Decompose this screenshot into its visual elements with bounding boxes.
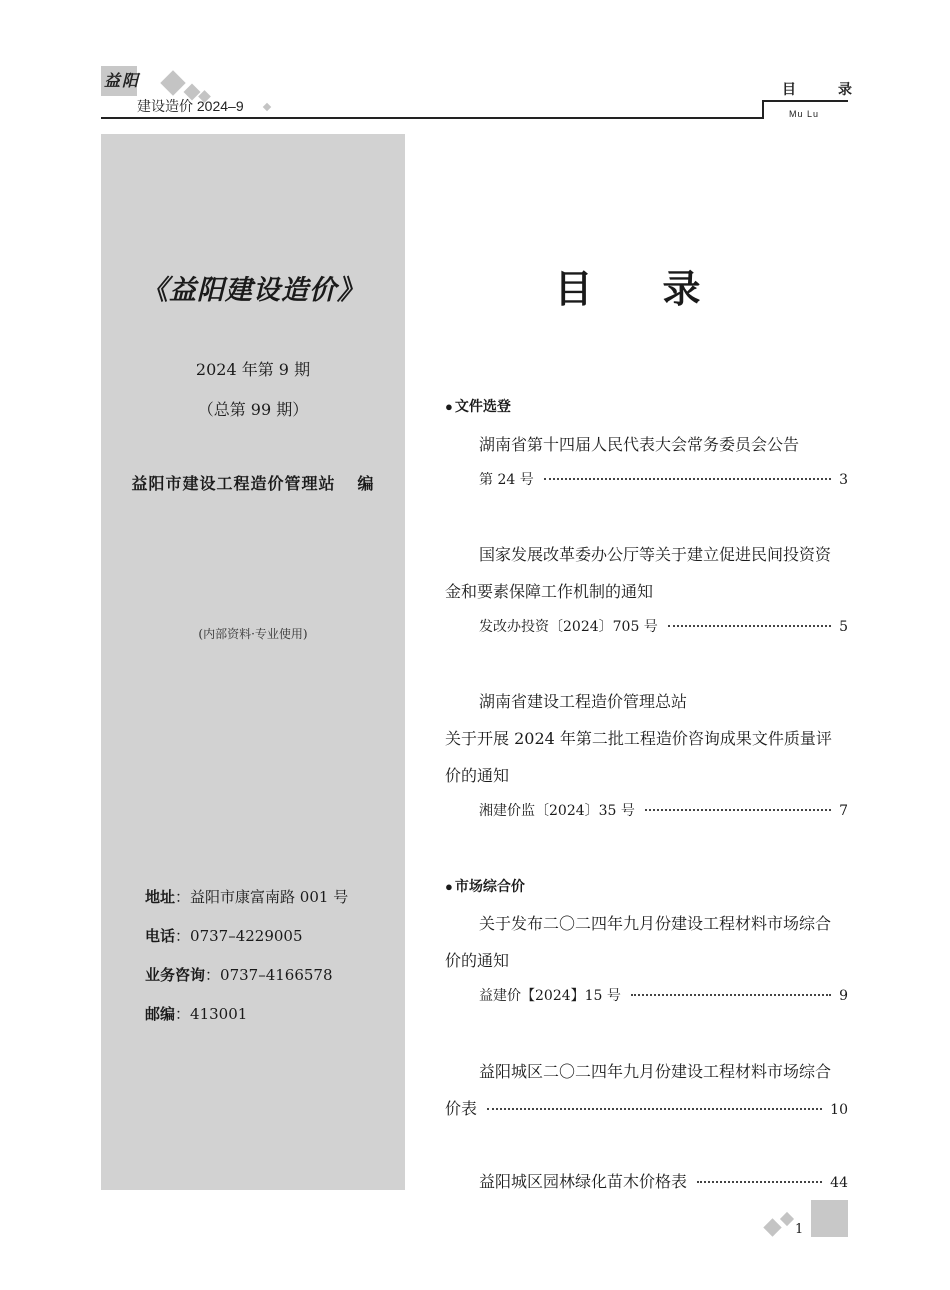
dot-leader <box>631 994 831 996</box>
dot-leader <box>645 809 831 811</box>
contact-consult-value: 0737–4166578 <box>220 966 333 984</box>
footer-decor-diamond <box>780 1212 794 1226</box>
toc-entry-line[interactable] <box>479 1169 848 1192</box>
toc-entry-page: 5 <box>839 619 848 635</box>
contact-address: 地址：益阳市康富南路 001 号 <box>145 888 349 906</box>
toc-entry-doc-no: 发改办投资〔2024〕705 号 <box>479 619 658 635</box>
toc-entry-doc-no: 益阳城区园林绿化苗木价格表 <box>479 1172 688 1191</box>
internal-use-note: (内部资料·专业使用) <box>198 627 308 641</box>
toc-title <box>405 258 850 313</box>
toc-entry-page: 9 <box>839 988 848 1004</box>
page-number: 1 <box>795 1222 804 1237</box>
toc-entry-line[interactable] <box>479 469 848 489</box>
header-logo: 益阳 <box>104 71 141 90</box>
toc-entry-line[interactable] <box>479 616 848 636</box>
magazine-title: 《益阳建设造价》 <box>141 275 365 306</box>
header-rule-step <box>762 101 764 119</box>
toc-entry-title[interactable]: 金和要素保障工作机制的通知 <box>445 582 654 601</box>
contact-address-value: 益阳市康富南路 001 号 <box>190 888 349 906</box>
toc-entry-line[interactable] <box>445 1096 848 1119</box>
toc-entry-title[interactable]: 益阳城区二〇二四年九月份建设工程材料市场综合 <box>479 1062 832 1081</box>
contact-phone-value: 0737–4229005 <box>190 927 303 945</box>
toc-entry-page: 10 <box>830 1102 848 1118</box>
toc-entry-doc-no: 益建价【2024】15 号 <box>479 988 621 1004</box>
toc-entry-title[interactable]: 国家发展改革委办公厅等关于建立促进民间投资资 <box>479 545 832 564</box>
toc-entry-doc-no: 第 24 号 <box>479 472 534 488</box>
footer-decor-diamond <box>763 1218 781 1236</box>
bullet-icon: ● <box>445 399 453 414</box>
contact-postcode-label: 邮编 <box>145 1006 176 1023</box>
contact-consult: 业务咨询：0737–4166578 <box>145 966 333 984</box>
dot-leader <box>697 1181 822 1183</box>
editor-line <box>101 471 405 494</box>
toc-entry-line[interactable] <box>479 800 848 820</box>
dot-leader <box>544 478 831 480</box>
contact-phone: 电话：0737–4229005 <box>145 927 303 945</box>
total-issue-number: （总第 99 期） <box>197 400 309 419</box>
contact-phone-label: 电话 <box>145 928 176 945</box>
footer-decor-box <box>811 1200 848 1237</box>
toc-entry-page: 7 <box>839 803 848 819</box>
header-decor-diamond <box>263 103 271 111</box>
toc-entry-title[interactable]: 湖南省第十四届人民代表大会常务委员会公告 <box>479 435 800 454</box>
header-rule-right <box>762 100 848 102</box>
header-rule <box>101 117 763 119</box>
toc-title-right: 录 <box>662 269 701 311</box>
toc-entry-page: 44 <box>830 1175 848 1191</box>
editor-role: 编 <box>357 476 375 493</box>
header-decor-diamond <box>160 70 185 95</box>
contact-address-label: 地址 <box>145 889 176 906</box>
contact-postcode-value: 413001 <box>190 1005 248 1023</box>
toc-title-left: 目 <box>554 269 593 311</box>
toc-section-heading: ● 文件选登 <box>445 398 511 414</box>
toc-entry-doc-no: 价表 <box>445 1099 478 1118</box>
header-section-title: 目 录 <box>782 82 866 98</box>
toc-entry-page: 3 <box>839 472 848 488</box>
toc-entry-title[interactable]: 价的通知 <box>445 766 510 785</box>
toc-section-heading: ● 市场综合价 <box>445 878 525 894</box>
editor-org: 益阳市建设工程造价管理站 <box>131 476 336 493</box>
issue-number: 2024 年第 9 期 <box>195 360 311 379</box>
toc-entry-doc-no: 湘建价监〔2024〕35 号 <box>479 803 635 819</box>
bullet-icon: ● <box>445 879 453 894</box>
dot-leader <box>668 625 831 627</box>
header-subtitle: 建设造价 2024–9 <box>137 98 244 114</box>
toc-entry-title[interactable]: 价的通知 <box>445 951 510 970</box>
toc-entry-title[interactable]: 关于发布二〇二四年九月份建设工程材料市场综合 <box>479 914 832 933</box>
dot-leader <box>487 1108 822 1110</box>
header-section-pinyin: Mu Lu <box>789 109 820 119</box>
toc-entry-line[interactable] <box>479 985 848 1005</box>
toc-entry-title[interactable]: 湖南省建设工程造价管理总站 <box>479 692 688 711</box>
toc-entry-title[interactable]: 关于开展 2024 年第二批工程造价咨询成果文件质量评 <box>445 729 832 748</box>
contact-postcode: 邮编：413001 <box>145 1005 248 1023</box>
contact-consult-label: 业务咨询 <box>145 967 206 984</box>
